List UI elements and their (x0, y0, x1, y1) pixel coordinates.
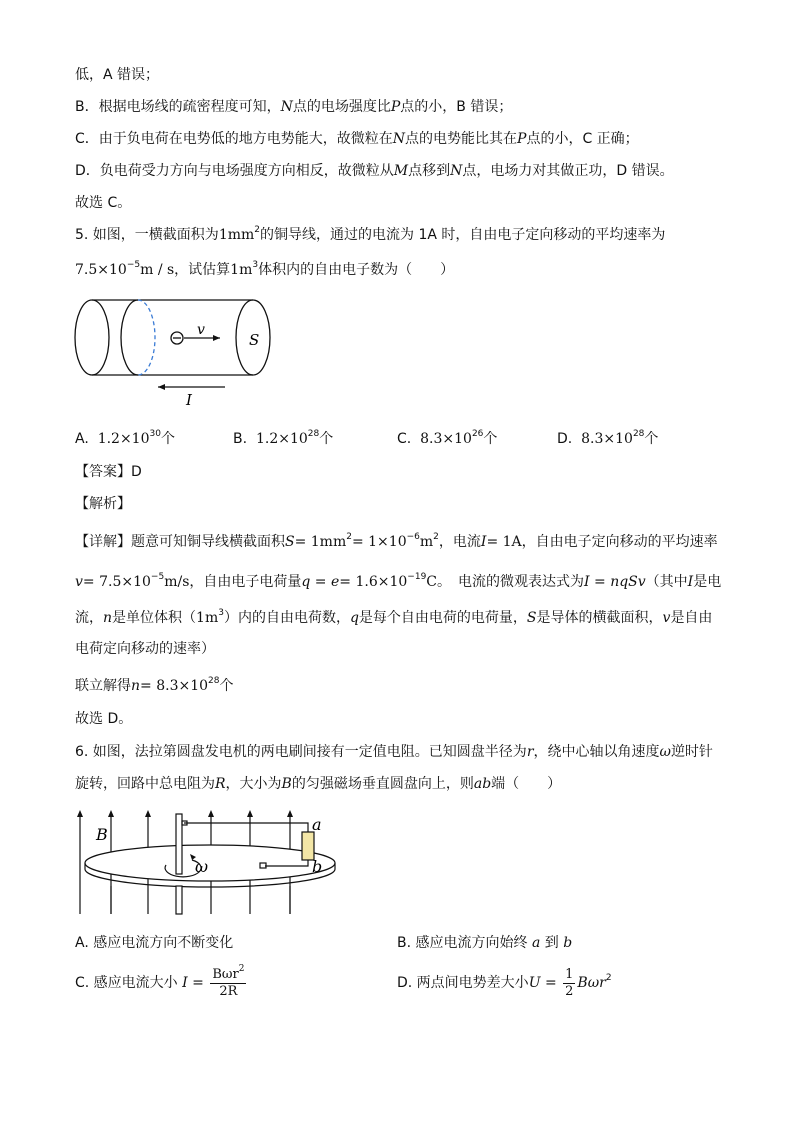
current-label: I (186, 391, 192, 409)
q5-answer: 【答案】D (75, 464, 142, 480)
text-line: 低，A 错误； (75, 67, 160, 83)
q5-detail: 电荷定向移动的速率） (75, 641, 215, 657)
q6-option-a[interactable]: A. 感应电流方向不断变化 (75, 935, 234, 951)
area-label: S (249, 331, 260, 349)
q6-option-d[interactable]: D. 两点间电势差大小U = $\frac{1}{2}$ Bωr$^2$ (397, 966, 612, 999)
q5-figure (70, 295, 280, 410)
text-line: D．负电荷受力方向与电场强度方向相反，故微粒从M点移到N点，电场力对其做正功，D 错误。 (75, 163, 674, 179)
q5-analysis-tag: 【解析】 (75, 496, 131, 512)
terminal-b-label: b (312, 857, 323, 876)
q5-option-d[interactable]: D. $8.3\times 10^{28}$个 (557, 429, 659, 447)
q6-option-b[interactable]: B. 感应电流方向始终 a 到 b (397, 935, 573, 951)
cylinder-left-end (75, 300, 109, 375)
cross-section-dashed (138, 300, 155, 375)
text-line: C．由于负电荷在电势低的地方电势能大，故微粒在N点的电势能比其在P点的小，C 正确； (75, 131, 639, 147)
axle (176, 814, 182, 874)
terminal-a-label: a (312, 815, 322, 834)
velocity-label: v (197, 322, 205, 338)
q5-detail: $v= 7.5\times 10^{-5}m/s$，自由电子电荷量$q = e= 1.6\times 10^{-19}C$。 电流的微观表达式为I = nqSv（其中I是电 (75, 572, 722, 590)
q5-detail: 流，n是单位体积$(1m^3)$内的自由电荷数，q是每个自由电荷的电荷量，S是导体的横截面积，v是自由 (75, 608, 713, 626)
q5-detail: 故选 D。 (75, 711, 133, 727)
text-line: B．根据电场线的疏密程度可知，N点的电场强度比P点的小，B 错误； (75, 99, 513, 115)
text-line: 故选 C。 (75, 195, 132, 211)
q6-stem: 旋转，回路中总电阻为R，大小为B的匀强磁场垂直圆盘向上，则ab端（ ） (75, 776, 562, 792)
cylinder-inner-edge (121, 300, 138, 375)
axle-lower (176, 886, 182, 914)
q6-stem: 6. 如图，法拉第圆盘发电机的两电刷间接有一定值电阻。已知圆盘半径为r，绕中心轴以角速度ω逆时针 (75, 744, 713, 760)
q5-detail: 联立解得$n= 8.3\times 10^{28}$个 (75, 676, 234, 694)
q5-stem: 5. 如图，一横截面积为$1mm^2$的铜导线，通过的电流为 1A 时，自由电子定向移动的平均速率为 (75, 225, 666, 243)
q5-option-c[interactable]: C. $8.3\times 10^{26}$个 (397, 429, 498, 447)
q5-option-a[interactable]: A. $1.2\times 10^{30}$个 (75, 429, 175, 447)
resistor (302, 832, 314, 860)
disc-top (85, 845, 335, 881)
q6-option-c[interactable]: C. 感应电流大小 I = $\frac{B\omega r^2}{2R}$ (75, 963, 245, 999)
q5-detail: 【详解】题意可知铜导线横截面积$S= 1mm^2= 1\times 10^{-6}m^2$，电流I= 1A，自由电子定向移动的平均速率 (75, 532, 718, 550)
omega-label: ω (195, 857, 209, 876)
q5-stem: $7.5\times 10^{-5}m / s$，试估算$1m^3$体积内的自由电子数为（ ） (75, 260, 455, 278)
field-label: B (96, 825, 108, 844)
q6-figure (70, 808, 340, 918)
q5-option-b[interactable]: B. $1.2\times 10^{28}$个 (233, 429, 334, 447)
